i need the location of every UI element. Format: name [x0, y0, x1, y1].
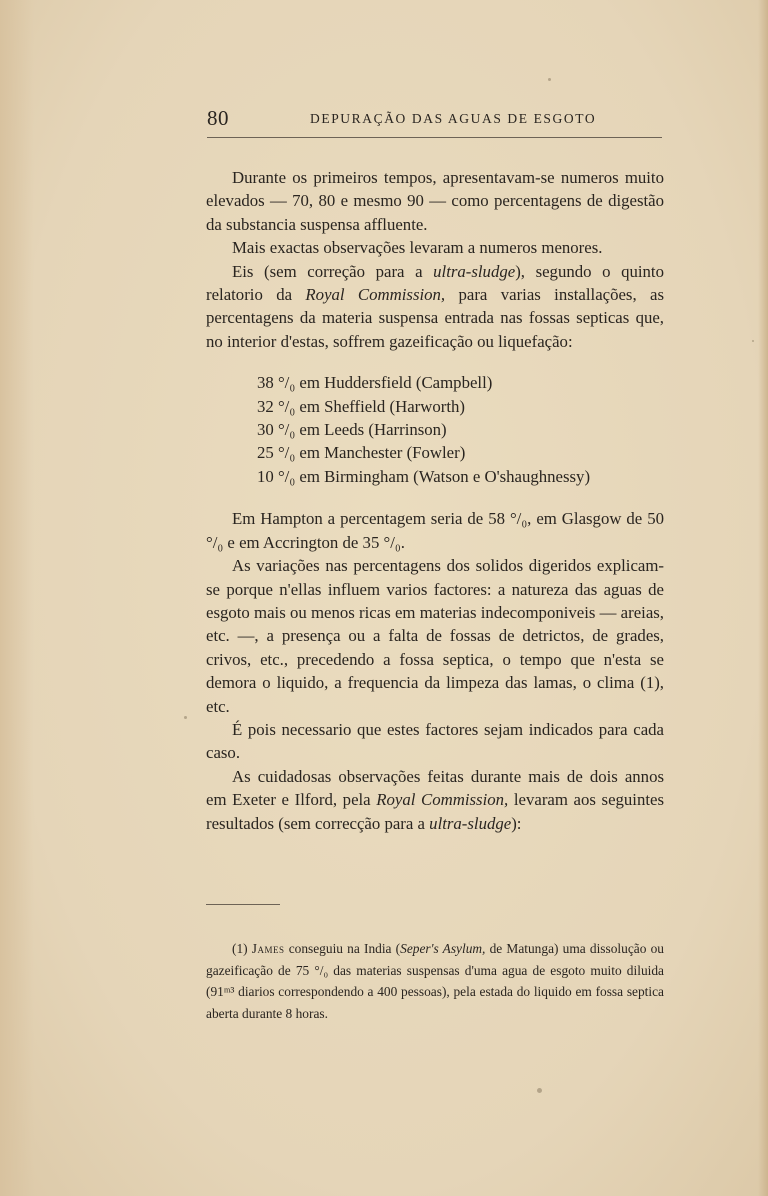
footnote-rule [206, 904, 280, 905]
text-run: ): [511, 813, 522, 833]
header-rule [207, 137, 662, 138]
italic-term: Royal Commission, [305, 285, 446, 305]
list-item: 30 °/₀ em Leeds (Harrinson) [257, 420, 447, 440]
running-title: DEPURAÇÃO DAS AGUAS DE ESGOTO [310, 111, 597, 126]
footnote-author: James [251, 941, 285, 957]
paper-speck [537, 1088, 542, 1093]
paragraph-3 [206, 260, 664, 354]
running-head [207, 106, 662, 134]
italic-term: Royal Commission, [376, 790, 509, 810]
percentage-list [257, 371, 664, 488]
paper-speck [752, 340, 754, 342]
footnote [206, 938, 664, 1024]
paragraph-1: Durante os primeiros tempos, apresentavam-se numeros muito elevados — 70, 80 e mesmo 90 — como percentagens de digestão da substancia suspensa affluente. [206, 168, 664, 234]
text-run: As cuidadosas observações feitas durante mais de dois annos em Exeter e Ilford, pela [206, 766, 664, 810]
paper-speck [184, 716, 187, 719]
page-edge-shadow-left [0, 0, 34, 1196]
paper-speck [548, 78, 551, 81]
footnote-marker: (1) [232, 941, 252, 957]
list-item: 25 °/₀ em Manchester (Fowler) [257, 443, 466, 463]
page-edge-shadow-right [758, 0, 768, 1196]
text-run: de Matunga) uma dissolução ou gazeificação de 75 °/₀ das materias suspensas d'uma agua de esgoto muito diluida (91ᵐ³ diarios correspondendo a 400 pessoas), pela estada do liquido em fossa septica aberta durante 8 horas. [206, 941, 664, 1021]
text-run: ), segundo o quinto relatorio da [206, 261, 664, 305]
paragraph-6: É pois necessario que estes factores sejam indicados para cada caso. [206, 719, 664, 763]
text-run: levaram aos seguintes resultados (sem correcção para a [206, 790, 664, 833]
paragraph-5: As variações nas percentagens dos solidos digeridos explicam-se porque n'ellas influem varios factores: a natureza das aguas de esgoto mais ou menos ricas em materias indecomponiveis — areias, etc. —, a presença ou a falta de fossas de detrictos, de grades, crivos, etc., precedendo a fossa septica, o tempo que n'esta se demora o liquido, a frequencia da limpeza das lamas, o clima (1), etc. [206, 556, 664, 716]
paragraph-7 [206, 765, 664, 835]
text-run: conseguiu na India ( [284, 941, 401, 957]
list-item: 10 °/₀ em Birmingham (Watson e O'shaughnessy) [257, 466, 591, 486]
list-item: 38 °/₀ em Huddersfield (Campbell) [257, 373, 493, 393]
italic-term: ultra-sludge [433, 261, 516, 281]
page-number: 80 [207, 106, 229, 130]
text-run: Eis (sem correção para a [232, 261, 434, 281]
text-run: para varias installações, as percentagens da materia suspensa entrada nas fossas septicas que, no interior d'estas, soffrem gazeificação ou liquefação: [206, 285, 664, 351]
paragraph-4: Em Hampton a percentagem seria de 58 °/₀, em Glasgow de 50 °/₀ e em Accrington de 35 °/₀. [206, 509, 664, 552]
body-text [206, 166, 664, 835]
paragraph-2: Mais exactas observações levaram a numeros menores. [232, 238, 603, 258]
italic-term: ultra-sludge [429, 813, 512, 833]
list-item: 32 °/₀ em Sheffield (Harworth) [257, 396, 465, 416]
italic-term: Seper's Asylum, [400, 941, 486, 957]
